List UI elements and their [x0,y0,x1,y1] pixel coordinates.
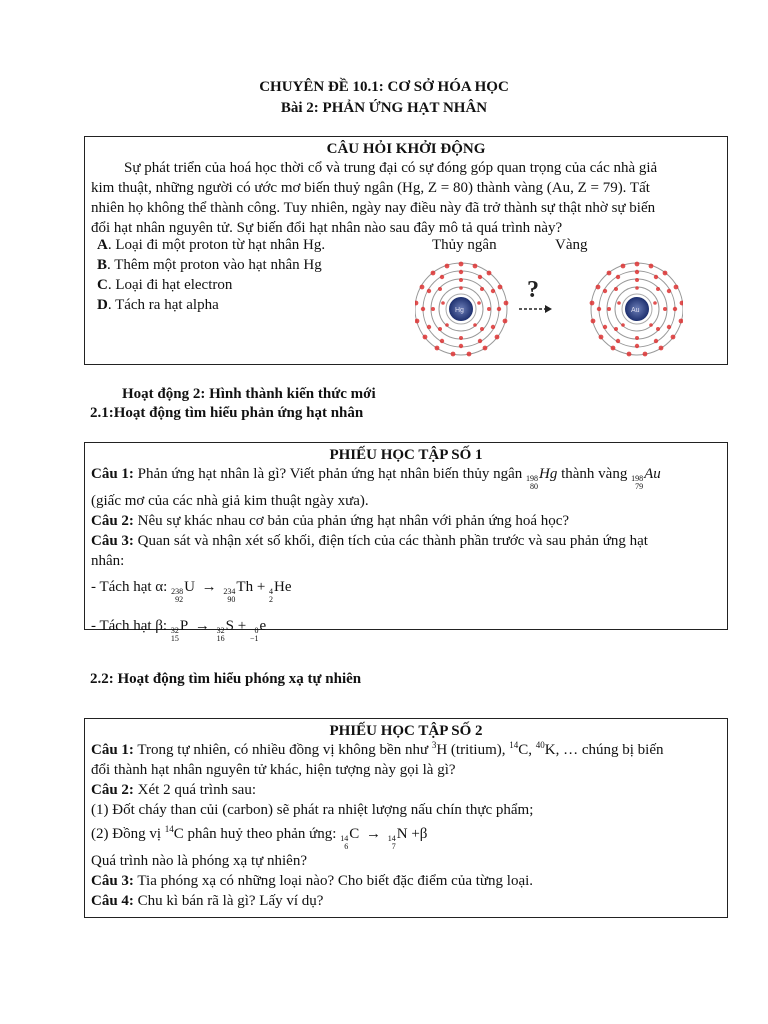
arrow-icon: → [365,826,381,842]
s2-q2: Câu 2: Xét 2 quá trình sau: [91,782,256,798]
worksheet-2 [84,718,728,918]
s1-q3: Câu 3: Quan sát và nhận xét số khối, điện tích của các thành phần trước và sau phản ứng hạt [91,533,648,549]
s2-process-1: (1) Đốt cháy than củi (carbon) sẽ phát ra nhiệt lượng nấu chín thực phẩm; [91,802,534,818]
gold-nucleus-label: Au [631,307,640,314]
worksheet-2-heading: PHIẾU HỌC TẬP SỐ 2 [329,723,483,739]
s1-q1: Câu 1: Phản ứng hạt nhân là gì? Viết phản ứng hạt nhân biến thủy ngân 198 80 Hg thành vàng 198 79 Au [91,466,661,491]
arrow-head-icon [545,305,552,313]
figure-label-gold: Vàng [555,237,588,253]
s2-q3: Câu 3: Tia phóng xạ có những loại nào? Cho biết đặc điểm của từng loại. [91,873,534,889]
option-c: C. Loại đi hạt electron [97,277,233,293]
topic-title: CHUYÊN ĐỀ 10.1: CƠ SỞ HÓA HỌC [259,79,509,95]
activity2-title: Hoạt động 2: Hình thành kiến thức mới [122,386,376,402]
au-nuclide: 198 79 Au [631,466,661,491]
warmup-box [84,136,728,365]
question-mark: ? [527,277,539,303]
s1-q3-line2: nhân: [91,553,125,569]
s2-q1: Câu 1: Trong tự nhiên, có nhiều đồng vị không bền như $^3$H (tritium), $^{14}$C, $^{40}$K, … chúng bị biến [91,740,664,758]
figure-label-mercury: Thủy ngân [432,237,497,253]
mercury-nucleus-label: Hg [455,307,464,314]
atom-figure [415,259,683,359]
warmup-line-4: đổi hạt nhân nguyên tử. Sự biến đổi hạt nhân nào sau đây mô tả quá trình này? [91,220,563,236]
hg-nuclide: 198 80 Hg [526,466,558,491]
warmup-line-3: nhiên họ không thể thành công. Tuy nhiên, ngày nay điều này đã trở thành sự thật nhờ sự biến [91,200,656,216]
option-a: A. Loại đi một proton từ hạt nhân Hg. [97,237,326,253]
option-d: D. Tách ra hạt alpha [97,297,219,313]
warmup-line-1: Sự phát triển của hoá học thời cổ và trung đại có sự đóng góp quan trọng của các nhà giả [124,160,658,176]
alpha-equation: - Tách hạt α: 238 92 U → 234 90 Th + 4 2 He [91,579,292,604]
lesson-title: Bài 2: PHẢN ỨNG HẠT NHÂN [280,100,488,116]
s2-process-2: (2) Đồng vị $^{14}$C phân huỷ theo phản ứng: 14 6 C → 14 7 N +β [91,824,428,851]
arrow-icon: → [194,618,210,634]
option-b: B. Thêm một proton vào hạt nhân Hg [97,257,322,273]
worksheet-1 [84,442,728,643]
s2-process-question: Quá trình nào là phóng xạ tự nhiên? [91,853,307,869]
s2-q1-line2: đổi thành hạt nhân nguyên tử khác, hiện tượng này gọi là gì? [91,762,456,778]
warmup-line-2: kim thuật, những người có ước mơ biến thuỷ ngân (Hg, Z = 80) thành vàng (Au, Z = 79). Tất [91,180,650,196]
warmup-heading: CÂU HỎI KHỞI ĐỘNG [326,141,486,157]
s2-q4: Câu 4: Chu kì bán rã là gì? Lấy ví dụ? [91,893,324,909]
beta-equation: - Tách hạt β: 32 15 P → 32 16 S + 0 −1 e [91,618,267,643]
worksheet-1-heading: PHIẾU HỌC TẬP SỐ 1 [329,447,483,463]
s1-q1-line2: (giấc mơ của các nhà giả kim thuật ngày xưa). [91,493,369,509]
activity2-sub1: 2.1:Hoạt động tìm hiểu phản ứng hạt nhân [90,405,364,421]
s1-q2: Câu 2: Nêu sự khác nhau cơ bản của phản ứng hạt nhân với phản ứng hoá học? [91,513,570,529]
activity2-sub2: 2.2: Hoạt động tìm hiểu phóng xạ tự nhiên [90,671,362,687]
warmup-options [97,235,325,315]
arrow-icon: → [201,579,217,595]
